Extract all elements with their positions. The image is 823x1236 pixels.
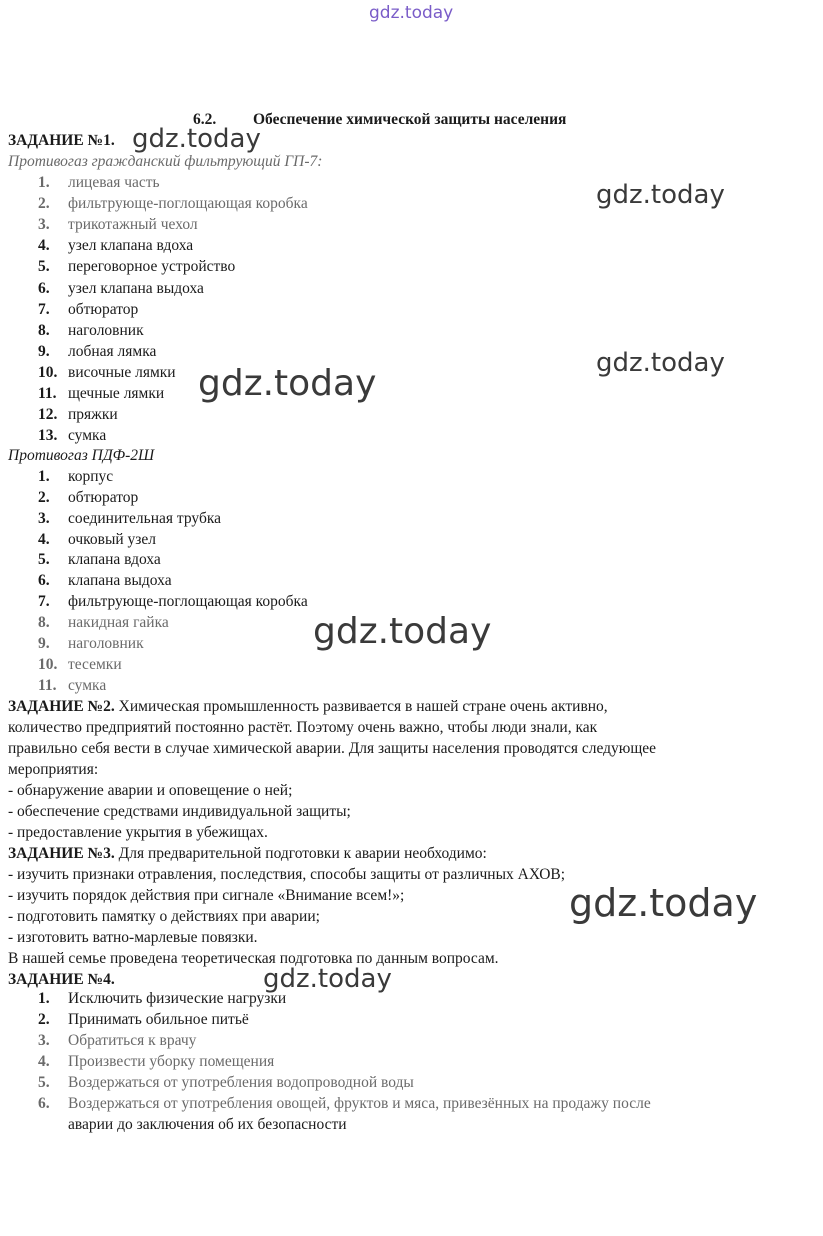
task4-label: ЗАДАНИЕ №4. (8, 971, 115, 988)
list-item (38, 613, 169, 633)
list-item-text: фильтрующе-поглощающая коробка (68, 195, 308, 213)
task3-text: Для предварительной подготовки к аварии необходимо: (118, 845, 487, 862)
task2-line: мероприятия: (8, 761, 99, 778)
task3-bullet: - изучить порядок действия при сигнале «Внимание всем!»; (8, 887, 405, 904)
watermark: gdz.today (263, 964, 392, 994)
list-item-number: 9. (38, 342, 50, 360)
task3-line: В нашей семье проведена теоретическая подготовка по данным вопросам. (8, 950, 499, 967)
list-item-text: тесемки (68, 655, 122, 673)
list-item (38, 592, 308, 612)
list-item-number: 5. (38, 258, 50, 276)
list-item (38, 488, 138, 508)
task3-bullet: - изготовить ватно-марлевые повязки. (8, 929, 258, 946)
task2-line-0 (8, 697, 608, 717)
task3-bullet: - подготовить памятку о действиях при аварии; (8, 908, 320, 925)
task1-label: ЗАДАНИЕ №1. (8, 132, 115, 149)
list-item-text: Воздержаться от употребления водопроводной воды (68, 1074, 414, 1091)
list-item-number: 6. (38, 279, 50, 297)
list-item-text: корпус (68, 468, 114, 485)
list-item-number: 8. (38, 321, 50, 339)
list-item-number: 13. (38, 427, 58, 445)
list-item (38, 405, 118, 425)
list-item-number: 6. (38, 572, 50, 590)
list-item (38, 1073, 414, 1093)
list-item-text: наголовник (68, 634, 144, 652)
list-item (38, 279, 204, 299)
list-item-text: Принимать обильное питьё (68, 1011, 249, 1028)
list-item-number: 3. (38, 1032, 50, 1049)
list-item-text: обтюратор (68, 300, 139, 318)
watermark: gdz.today (569, 881, 758, 925)
list-item (38, 1010, 249, 1030)
list-item-text: узел клапана вдоха (68, 237, 194, 255)
list-item-number: 12. (38, 406, 58, 424)
list-item-number: 10. (38, 363, 58, 381)
task2-text: Химическая промышленность развивается в нашей стране очень активно, (118, 698, 608, 715)
list-item (38, 236, 193, 256)
list-item-number: 1. (38, 468, 50, 485)
list-item-text: Воздержаться от употребления овощей, фруктов и мяса, привезённых на продажу после (68, 1095, 651, 1112)
list-item-number: 3. (38, 509, 50, 527)
list-item-number: 7. (38, 300, 50, 318)
watermark: gdz.today (596, 348, 725, 378)
list-item (38, 989, 286, 1009)
list-item (38, 173, 160, 193)
list-item (38, 467, 113, 487)
list-item-text: наголовник (68, 321, 144, 339)
list-item (38, 321, 144, 341)
list-item-number: 2. (38, 195, 50, 213)
list-item-text: накидная гайка (68, 613, 169, 631)
watermark: gdz.today (313, 611, 492, 652)
section-number: 6.2. (193, 111, 217, 128)
list-item-text: Исключить физические нагрузки (68, 990, 287, 1007)
task3-label: ЗАДАНИЕ №3. (8, 845, 115, 862)
list-item-number: 5. (38, 551, 50, 569)
list-item (38, 300, 138, 320)
list-item-number: 4. (38, 237, 50, 255)
list-item (38, 1052, 274, 1072)
list-item-number: 4. (38, 1053, 50, 1070)
watermark: gdz.today (596, 180, 725, 210)
list-item-text: узел клапана выдоха (68, 279, 204, 297)
list-item-number: 6. (38, 1095, 50, 1112)
list-item-number: 7. (38, 593, 50, 611)
list-item (38, 530, 156, 550)
list-item-text: сумка (68, 427, 107, 445)
task1-subtitle-gp7: Противогаз гражданский фильтрующий ГП-7: (8, 153, 323, 170)
list-item-text: щечные лямки (68, 385, 165, 402)
list-item (38, 342, 156, 362)
list-item-text: пряжки (68, 406, 118, 424)
list-item (38, 363, 176, 383)
list-item-text: Обратиться к врачу (68, 1032, 197, 1049)
task2-bullet: - обнаружение аварии и оповещение о ней; (8, 782, 293, 799)
list-item-number: 4. (38, 530, 50, 548)
list-item (38, 509, 221, 529)
task2-bullet: - обеспечение средствами индивидуальной защиты; (8, 803, 351, 820)
list-item-number: 2. (38, 488, 50, 506)
task2-line: количество предприятий постоянно растёт. Поэтому очень важно, чтобы люди знали, как (8, 719, 598, 736)
list-item-text: фильтрующе-поглощающая коробка (68, 593, 308, 611)
list-item-text: сумка (68, 676, 107, 694)
list-item-number: 3. (38, 216, 50, 234)
section-heading (193, 111, 566, 129)
list-item-number: 2. (38, 1011, 50, 1028)
list-item (38, 426, 106, 446)
section-title: Обеспечение химической защиты населения (253, 111, 567, 128)
list-item-text: переговорное устройство (68, 258, 236, 276)
list-item-text: лицевая часть (68, 174, 160, 191)
list-item (38, 194, 308, 214)
watermark: gdz.today (198, 363, 377, 404)
list-item-text: аварии до заключения об их безопасности (68, 1116, 347, 1133)
list-item (38, 550, 161, 570)
list-item-number: 1. (38, 990, 50, 1007)
list-item-text: лобная лямка (68, 342, 157, 360)
list-item (38, 215, 198, 235)
list-item-text: соединительная трубка (68, 509, 222, 527)
list-item (38, 1031, 196, 1051)
list-item-number: 10. (38, 655, 58, 673)
list-item-number: 9. (38, 634, 50, 652)
list-item-text: обтюратор (68, 488, 139, 506)
task3-line-0 (8, 844, 487, 864)
task2-line: правильно себя вести в случае химической аварии. Для защиты населения проводятся следующее (8, 740, 657, 757)
task4-list-continuation (38, 1115, 347, 1135)
list-item (38, 571, 172, 591)
list-item-number: 8. (38, 613, 50, 631)
list-item-number: 11. (38, 385, 57, 402)
list-item-number: 5. (38, 1074, 50, 1091)
list-item-text: очковый узел (68, 530, 157, 548)
list-item-text: клапана вдоха (68, 551, 161, 569)
list-item-text: клапана выдоха (68, 572, 172, 590)
list-item-number: 11. (38, 676, 57, 694)
list-item (38, 1094, 651, 1114)
task2-bullet: - предоставление укрытия в убежищах. (8, 824, 268, 841)
list-item (38, 676, 106, 696)
list-item-text: Произвести уборку помещения (68, 1053, 275, 1070)
list-item (38, 257, 235, 277)
task1-subtitle-pdf2sh: Противогаз ПДФ-2Ш (8, 447, 155, 464)
task3-bullet: - изучить признаки отравления, последствия, способы защиты от различных АХОВ; (8, 866, 566, 883)
list-item-text: трикотажный чехол (68, 216, 198, 234)
list-item (38, 634, 144, 654)
list-item (38, 384, 164, 404)
list-item (38, 655, 122, 675)
list-item-text: височные лямки (68, 363, 176, 381)
watermark: gdz.today (369, 3, 454, 23)
watermark: gdz.today (132, 124, 261, 154)
list-item-number: 1. (38, 174, 50, 191)
task2-label: ЗАДАНИЕ №2. (8, 698, 115, 715)
